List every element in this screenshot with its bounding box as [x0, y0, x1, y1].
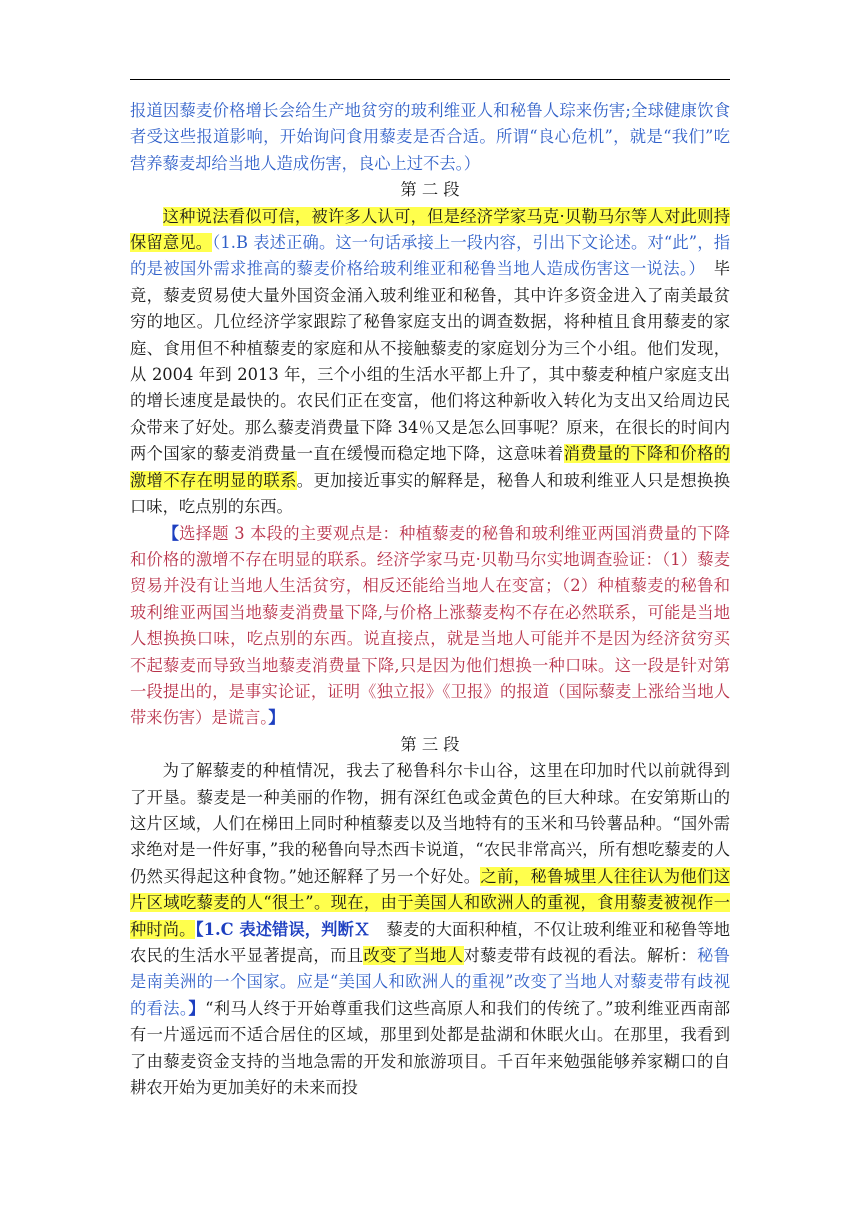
analysis-note: 选择题 3 本段的主要观点是：种植藜麦的秘鲁和玻利维亚两国消费量的下降和价格的激增不存在明显的联系。经济学家马克·贝勒马尔实地调查验证：（1）藜麦贸易并没有让当地人生活贫穷，相反还能给当地人在变富；（2）种植藜麦的秘鲁和玻利维亚两国当地藜麦消费量下降,与价格上涨藜麦构不存在必然联系，可能是当地人想换换口味，吃点别的东西。说直接点，就是当地人可能并不是因为经济贫穷买不起藜麦而导致当地藜麦消费量下降,只是因为他们想换一种口味。这一段是针对第一段提出的，是事实论证，证明《独立报》《卫报》的报道（国际藜麦上涨给当地人带来伤害）是谎言。: [130, 523, 730, 728]
highlight-passage: 之前，秘鲁城里人往往认为他们这片区域吃藜麦的人“很土”。现在，由于美国人和欧洲人的重视，食用藜麦被视作一种时尚。: [130, 866, 730, 939]
highlight-phrase: 消费量的下降和价格的激增不存在明显的联系: [130, 444, 730, 490]
body-text: “利马人终于开始尊重我们这些高原人和我们的传统了。”玻利维亚西南部有一片遥远而不适合居住的区域，那里到处都是盐湖和休眠火山。在那里，我看到了由藜麦资金支持的当地急需的开发和旅游项目。千百年来勉强能够养家糊口的自耕农开始为更加美好的未来而投: [130, 998, 730, 1098]
section-2-analysis: [130, 521, 730, 732]
bracket-open: 【: [162, 523, 180, 543]
header-rule: [130, 79, 730, 80]
body-text: 对藜麦带有歧视的看法。解析：: [463, 946, 697, 965]
annotation-note-1: （1.B 表述正确。这一句话承接上一段内容，引出下文论述。对“此”，指的是被国外需求推高的藜麦价格给玻利维亚和秘鲁当地人造成伤害这一说法。）: [130, 233, 730, 279]
top-blue-paragraph: 报道因藜麦价格增长会给生产地贫穷的玻利维亚人和秘鲁人琮来伤害;全球健康饮食者受这些报道影响，开始询问食用藜麦是否合适。所谓“良心危机”，就是“我们”吃营养藜麦却给当地人造成伤害，良心上过不去。）: [130, 101, 730, 173]
section-3-heading: 第 三 段: [400, 734, 460, 754]
annotation-note: 秘鲁是南美洲的一个国家。应是“美国人和欧洲人的重视”改变了当地人对藜麦带有歧视的看法。: [130, 946, 730, 1018]
bracket-close: 】: [268, 708, 285, 728]
section-2-paragraph: [130, 204, 730, 521]
body-text: 藜麦的大面积种植，不仅让玻利维亚和秘鲁等地农民的生活水平显著提高，而且: [130, 919, 730, 965]
body-text: 。更加接近事实的解释是，秘鲁人和玻利维亚人只是想换换口味，吃点别的东西。: [130, 470, 730, 517]
highlight-opening: 这种说法看似可信，被许多人认可，但是经济学家马克·贝勒马尔等人对此则持保留意见。: [130, 206, 730, 253]
section-3-paragraph: [130, 758, 730, 1101]
annotation-label: 【1.C 表述错误，判断Ｘ: [195, 919, 371, 939]
highlight-phrase: 改变了当地人: [363, 946, 464, 965]
bracket-close: 】: [188, 998, 206, 1018]
body-text: 毕竟，藜麦贸易使大量外国资金涌入玻利维亚和秘鲁，其中许多资金进入了南美最贫穷的地区。几位经济学家跟踪了秘鲁家庭支出的调查数据，将种植且食用藜麦的家庭、食用但不种植藜麦的家庭和从不接触藜麦的家庭划分为三个小组。他们发现，从 2004 年到 2013 年，三个小组的生活水平都上升了，其中藜麦种植户家庭支出的增长速度是最快的。农民们正在变富，他们将这种新收入转化为支出又给周边民众带来了好处。那么藜麦消费量下降 34％又是怎么回事呢？原来，在很长的时间内两个国家的藜麦消费量一直在缓慢而稳定地下降，这意味着: [130, 259, 730, 464]
section-2-heading: 第 二 段: [400, 180, 460, 200]
document-page: [130, 98, 730, 1101]
body-text: 为了解藜麦的种植情况，我去了秘鲁科尔卡山谷，这里在印加时代以前就得到了开垦。藜麦是一种美丽的作物，拥有深红色或金黄色的巨大种球。在安第斯山的这片区域，人们在梯田上同时种植藜麦以及当地特有的玉米和马铃薯品种。“国外需求绝对是一件好事，”我的秘鲁向导杰西卡说道，“农民非常高兴，所有想吃藜麦的人仍然买得起这种食物。”她还解释了另一个好处。: [130, 761, 730, 886]
